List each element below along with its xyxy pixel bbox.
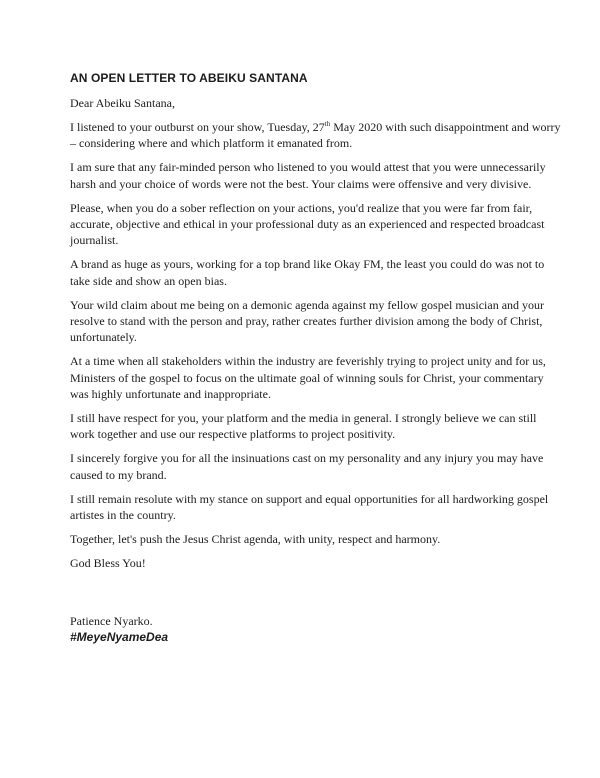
salutation: Dear Abeiku Santana, (70, 96, 175, 110)
paragraph-3: Please, when you do a sober reflection on your actions, you'd realize that you were far from fair, accurate, objective and ethical in your professional duty as an experienced and respected broadcast journalist. (70, 200, 545, 248)
date-ordinal-suffix: th (324, 120, 331, 128)
letter-title: AN OPEN LETTER TO ABEIKU SANTANA (70, 71, 308, 85)
paragraph-1-end: May 2020 with such disappointment and worry – considering where and which platform it emanated from. (70, 120, 561, 151)
paragraph-7: I still have respect for you, your platform and the media in general. I strongly believe we can still work together and use our respective platforms to project positivity. (70, 411, 537, 442)
paragraph-8: I sincerely forgive you for all the insinuations cast on my personality and any injury you may have caused to my brand. (70, 451, 544, 482)
paragraph-10: Together, let's push the Jesus Christ agenda, with unity, respect and harmony. (70, 532, 441, 547)
paragraph-1-start: I listened to your outburst on your show, Tuesday, 27 (70, 120, 325, 134)
signature-hashtag: #MeyeNyameDea (70, 630, 169, 645)
paragraph-6: At a time when all stakeholders within the industry are feverishly trying to project unity and for us, Ministers of the gospel to focus on the ultimate goal of winning souls for Christ, your commentary was highly unfortunate and inappropriate. (70, 354, 546, 401)
signature-name: Patience Nyarko. (70, 614, 153, 629)
closing-line: God Bless You! (70, 556, 146, 571)
paragraph-1 (70, 119, 562, 151)
paragraph-2: I am sure that any fair-minded person who listened to you would attest that you were unnecessarily harsh and your choice of words were not the best. Your claims were offensive and very divisive. (70, 160, 546, 191)
paragraph-4: A brand as huge as yours, working for a top brand like Okay FM, the least you could do was not to take side and show an open bias. (70, 257, 545, 288)
paragraph-9: I still remain resolute with my stance on support and equal opportunities for all hardworking gospel artistes in the country. (70, 491, 549, 523)
paragraph-5: Your wild claim about me being on a demonic agenda against my fellow gospel musician and your resolve to stand with the person and pray, rather creates further division among the body of Christ, unfortunately. (70, 297, 545, 345)
